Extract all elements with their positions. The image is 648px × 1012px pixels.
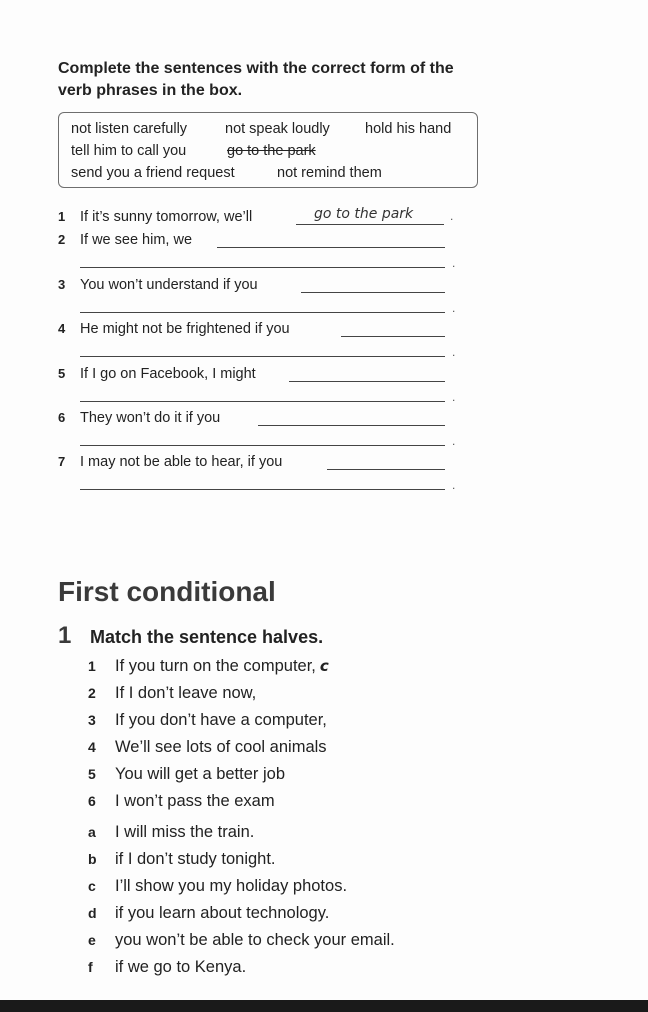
phrase: not speak loudly [225,121,330,137]
end-mark: . [452,301,456,315]
phrase: hold his hand [365,121,452,137]
end-mark: . [452,345,456,359]
handwritten-answer: c [319,657,329,675]
half-text: We’ll see lots of cool animals [115,738,327,756]
answer-blank[interactable] [327,453,445,470]
sentence-item [58,230,468,252]
bottom-bar [0,1000,648,1012]
end-mark: . [452,478,456,492]
sentence-item [58,319,468,341]
sentence-item [58,364,468,386]
half-number: 5 [88,766,96,782]
phrase-used: go to the park [227,143,316,159]
half-text: You will get a better job [115,765,286,783]
item-text: You won’t understand if you [80,277,258,293]
sentence-item [58,408,468,430]
half-number: 6 [88,793,96,809]
half-letter: d [88,905,97,921]
end-mark: . [450,209,454,223]
half-text: I will miss the train. [115,823,255,841]
half-letter: e [88,932,96,948]
answer-blank[interactable] [217,231,445,248]
continuation-line[interactable] [80,489,445,490]
half-letter: a [88,824,96,840]
item-text: If it’s sunny tomorrow, we’ll [80,209,253,225]
task-title: Match the sentence halves. [90,627,324,647]
end-mark: . [452,434,456,448]
end-mark: . [452,390,456,404]
end-mark: . [452,256,456,270]
phrase: send you a friend request [71,165,235,181]
phrase: tell him to call you [71,143,187,159]
half-number: 1 [88,658,96,674]
sentence-item [58,207,468,229]
item-text: He might not be frightened if you [80,321,290,337]
item-number: 5 [58,366,66,381]
answer-blank[interactable] [301,276,445,293]
half-text: if we go to Kenya. [115,958,247,976]
answer-blank[interactable] [258,409,445,426]
item-text: If I go on Facebook, I might [80,366,256,382]
half-number: 2 [88,685,96,701]
half-text: I won’t pass the exam [115,792,275,810]
section-title: First conditional [58,576,276,607]
sentence-item [58,452,468,474]
half-text: if I don’t study tonight. [115,850,276,868]
sentence-item [58,275,468,297]
continuation-line[interactable] [80,356,445,357]
phrase-box [58,112,478,188]
half-letter: b [88,851,97,867]
item-text: I may not be able to hear, if you [80,454,283,470]
exercise-instructions: Complete the sentences with the correct form of the verb phrases in the box. [58,60,454,99]
item-number: 1 [58,209,66,224]
item-text: They won’t do it if you [80,410,221,426]
half-text: I’ll show you my holiday photos. [115,877,348,895]
half-letter: c [88,878,96,894]
item-number: 2 [58,232,66,247]
half-letter: f [88,959,93,975]
continuation-line[interactable] [80,312,445,313]
item-number: 3 [58,277,66,292]
half-number: 4 [88,739,96,755]
phrase: not remind them [277,165,382,181]
half-text: If you don’t have a computer, [115,711,327,729]
answer-blank[interactable] [341,320,445,337]
half-text: if you learn about technology. [115,904,330,922]
phrase: not listen carefully [71,121,188,137]
item-text: If we see him, we [80,232,193,248]
item-number: 4 [58,321,66,336]
half-number: 3 [88,712,96,728]
continuation-line[interactable] [80,267,445,268]
half-text: you won’t be able to check your email. [115,931,395,949]
half-text: If you turn on the computer, [115,657,316,675]
item-number: 6 [58,410,66,425]
half-text: If I don’t leave now, [115,684,257,702]
continuation-line[interactable] [80,445,445,446]
answer-blank[interactable] [289,365,445,382]
handwritten-answer: go to the park [314,206,414,222]
continuation-line[interactable] [80,401,445,402]
item-number: 7 [58,454,66,469]
task-number: 1 [58,622,72,649]
